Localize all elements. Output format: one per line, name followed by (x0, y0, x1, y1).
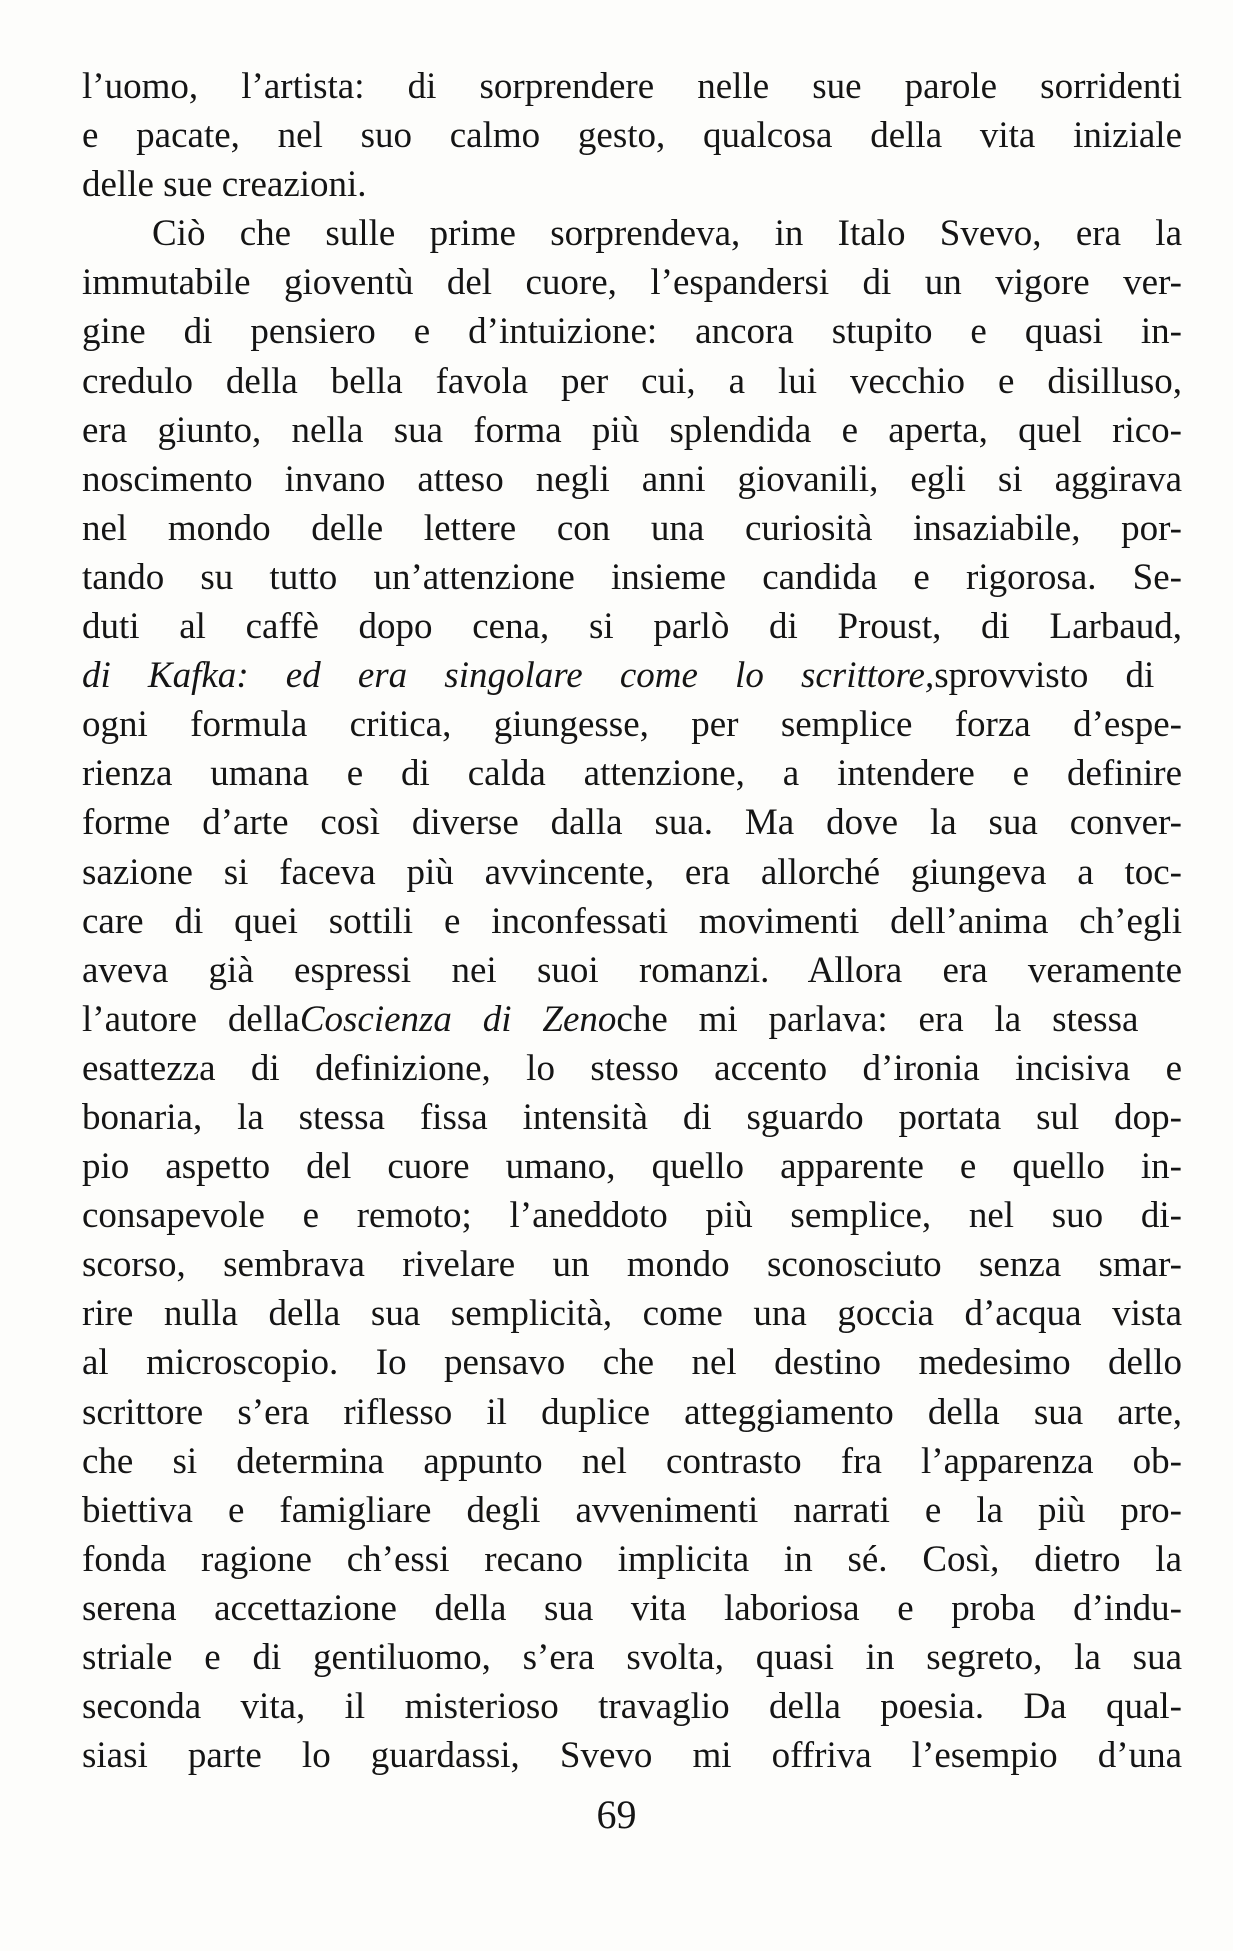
text-line: fonda ragione ch’essi recano implicita in sé. Così, dietro la (82, 1538, 1182, 1580)
text-line: duti al caffè dopo cena, si parlò di Proust, di Larbaud, (82, 606, 1182, 648)
text-line: che si determina appunto nel contrasto fra l’apparenza ob- (82, 1440, 1182, 1482)
text-line: e pacate, nel suo calmo gesto, qualcosa della vita iniziale (82, 115, 1182, 157)
text-line: scrittore s’era riflesso il duplice atteggiamento della sua arte, (82, 1391, 1182, 1433)
kafka-rest: sprovvisto di (934, 655, 1155, 697)
text-line: consapevole e remoto; l’aneddoto più semplice, nel suo di- (82, 1195, 1182, 1237)
text-line: gine di pensiero e d’intuizione: ancora stupito e quasi in- (82, 311, 1182, 353)
text-line: scorso, sembrava rivelare un mondo sconosciuto senza smar- (82, 1244, 1182, 1286)
kafka-italic-text: : ed era singolare come lo scrittore, (236, 655, 935, 697)
text-line: l’uomo, l’artista: di sorprendere nelle sue parole sorridenti (82, 66, 1182, 107)
text-line: siasi parte lo guardassi, Svevo mi offriva l’esempio d’una (82, 1735, 1182, 1777)
text-line: era giunto, nella sua forma più splendida e aperta, quel rico- (82, 409, 1182, 451)
text-line: delle sue creazioni. (82, 164, 367, 206)
text-line: rire nulla della sua semplicità, come una goccia d’acqua vista (82, 1293, 1182, 1335)
text-line-paragraph-start: Ciò che sulle prime sorprendeva, in Italo Svevo, era la (152, 213, 1182, 255)
text-line: bonaria, la stessa fissa intensità di sguardo portata sul dop- (82, 1096, 1182, 1138)
text-line: seconda vita, il misterioso travaglio della poesia. Da qual- (82, 1686, 1182, 1728)
body-text (82, 62, 1182, 1780)
text-line: al microscopio. Io pensavo che nel destino medesimo dello (82, 1342, 1182, 1384)
text-line: credulo della bella favola per cui, a lui vecchio e disilluso, (82, 360, 1182, 402)
book-title: Coscienza di Zeno (299, 998, 617, 1040)
text-line: aveva già espressi nei suoi romanzi. Allora era veramente (82, 949, 1182, 991)
text-line: forme d’arte così diverse dalla sua. Ma dove la sua conver- (82, 802, 1182, 844)
text-line: biettiva e famigliare degli avvenimenti narrati e la più pro- (82, 1489, 1182, 1531)
zeno-rest: che mi parlava: era la stessa (616, 998, 1139, 1040)
text-line: noscimento invano atteso negli anni giovanili, egli si aggirava (82, 458, 1182, 500)
text-line: striale e di gentiluomo, s’era svolta, quasi in segreto, la sua (82, 1637, 1182, 1678)
text-line-italic (82, 651, 1182, 700)
text-line: sazione si faceva più avvincente, era allorché giungeva a toc- (82, 851, 1182, 893)
text-line: serena accettazione della sua vita laboriosa e proba d’indu- (82, 1587, 1182, 1629)
text-line: rienza umana e di calda attenzione, a intendere e definire (82, 753, 1182, 795)
text-line: tando su tutto un’attenzione insieme candida e rigorosa. Se- (82, 556, 1182, 598)
text-line: care di quei sottili e inconfessati movimenti dell’anima ch’egli (82, 900, 1182, 942)
text-line: ogni formula critica, giungesse, per semplice forza d’espe- (82, 704, 1182, 746)
text-line: immutabile gioventù del cuore, l’espandersi di un vigore ver- (82, 262, 1182, 304)
text-line: nel mondo delle lettere con una curiosità insaziabile, por- (82, 507, 1182, 549)
text-line: esattezza di definizione, lo stesso accento d’ironia incisiva e (82, 1047, 1182, 1089)
text-line-title (82, 995, 1182, 1044)
zeno-prefix: l’autore della (82, 998, 300, 1040)
page-number: 69 (596, 1792, 637, 1837)
text-line: pio aspetto del cuore umano, quello apparente e quello in- (82, 1146, 1182, 1188)
kafka-prefix: di Kafka (82, 655, 237, 697)
